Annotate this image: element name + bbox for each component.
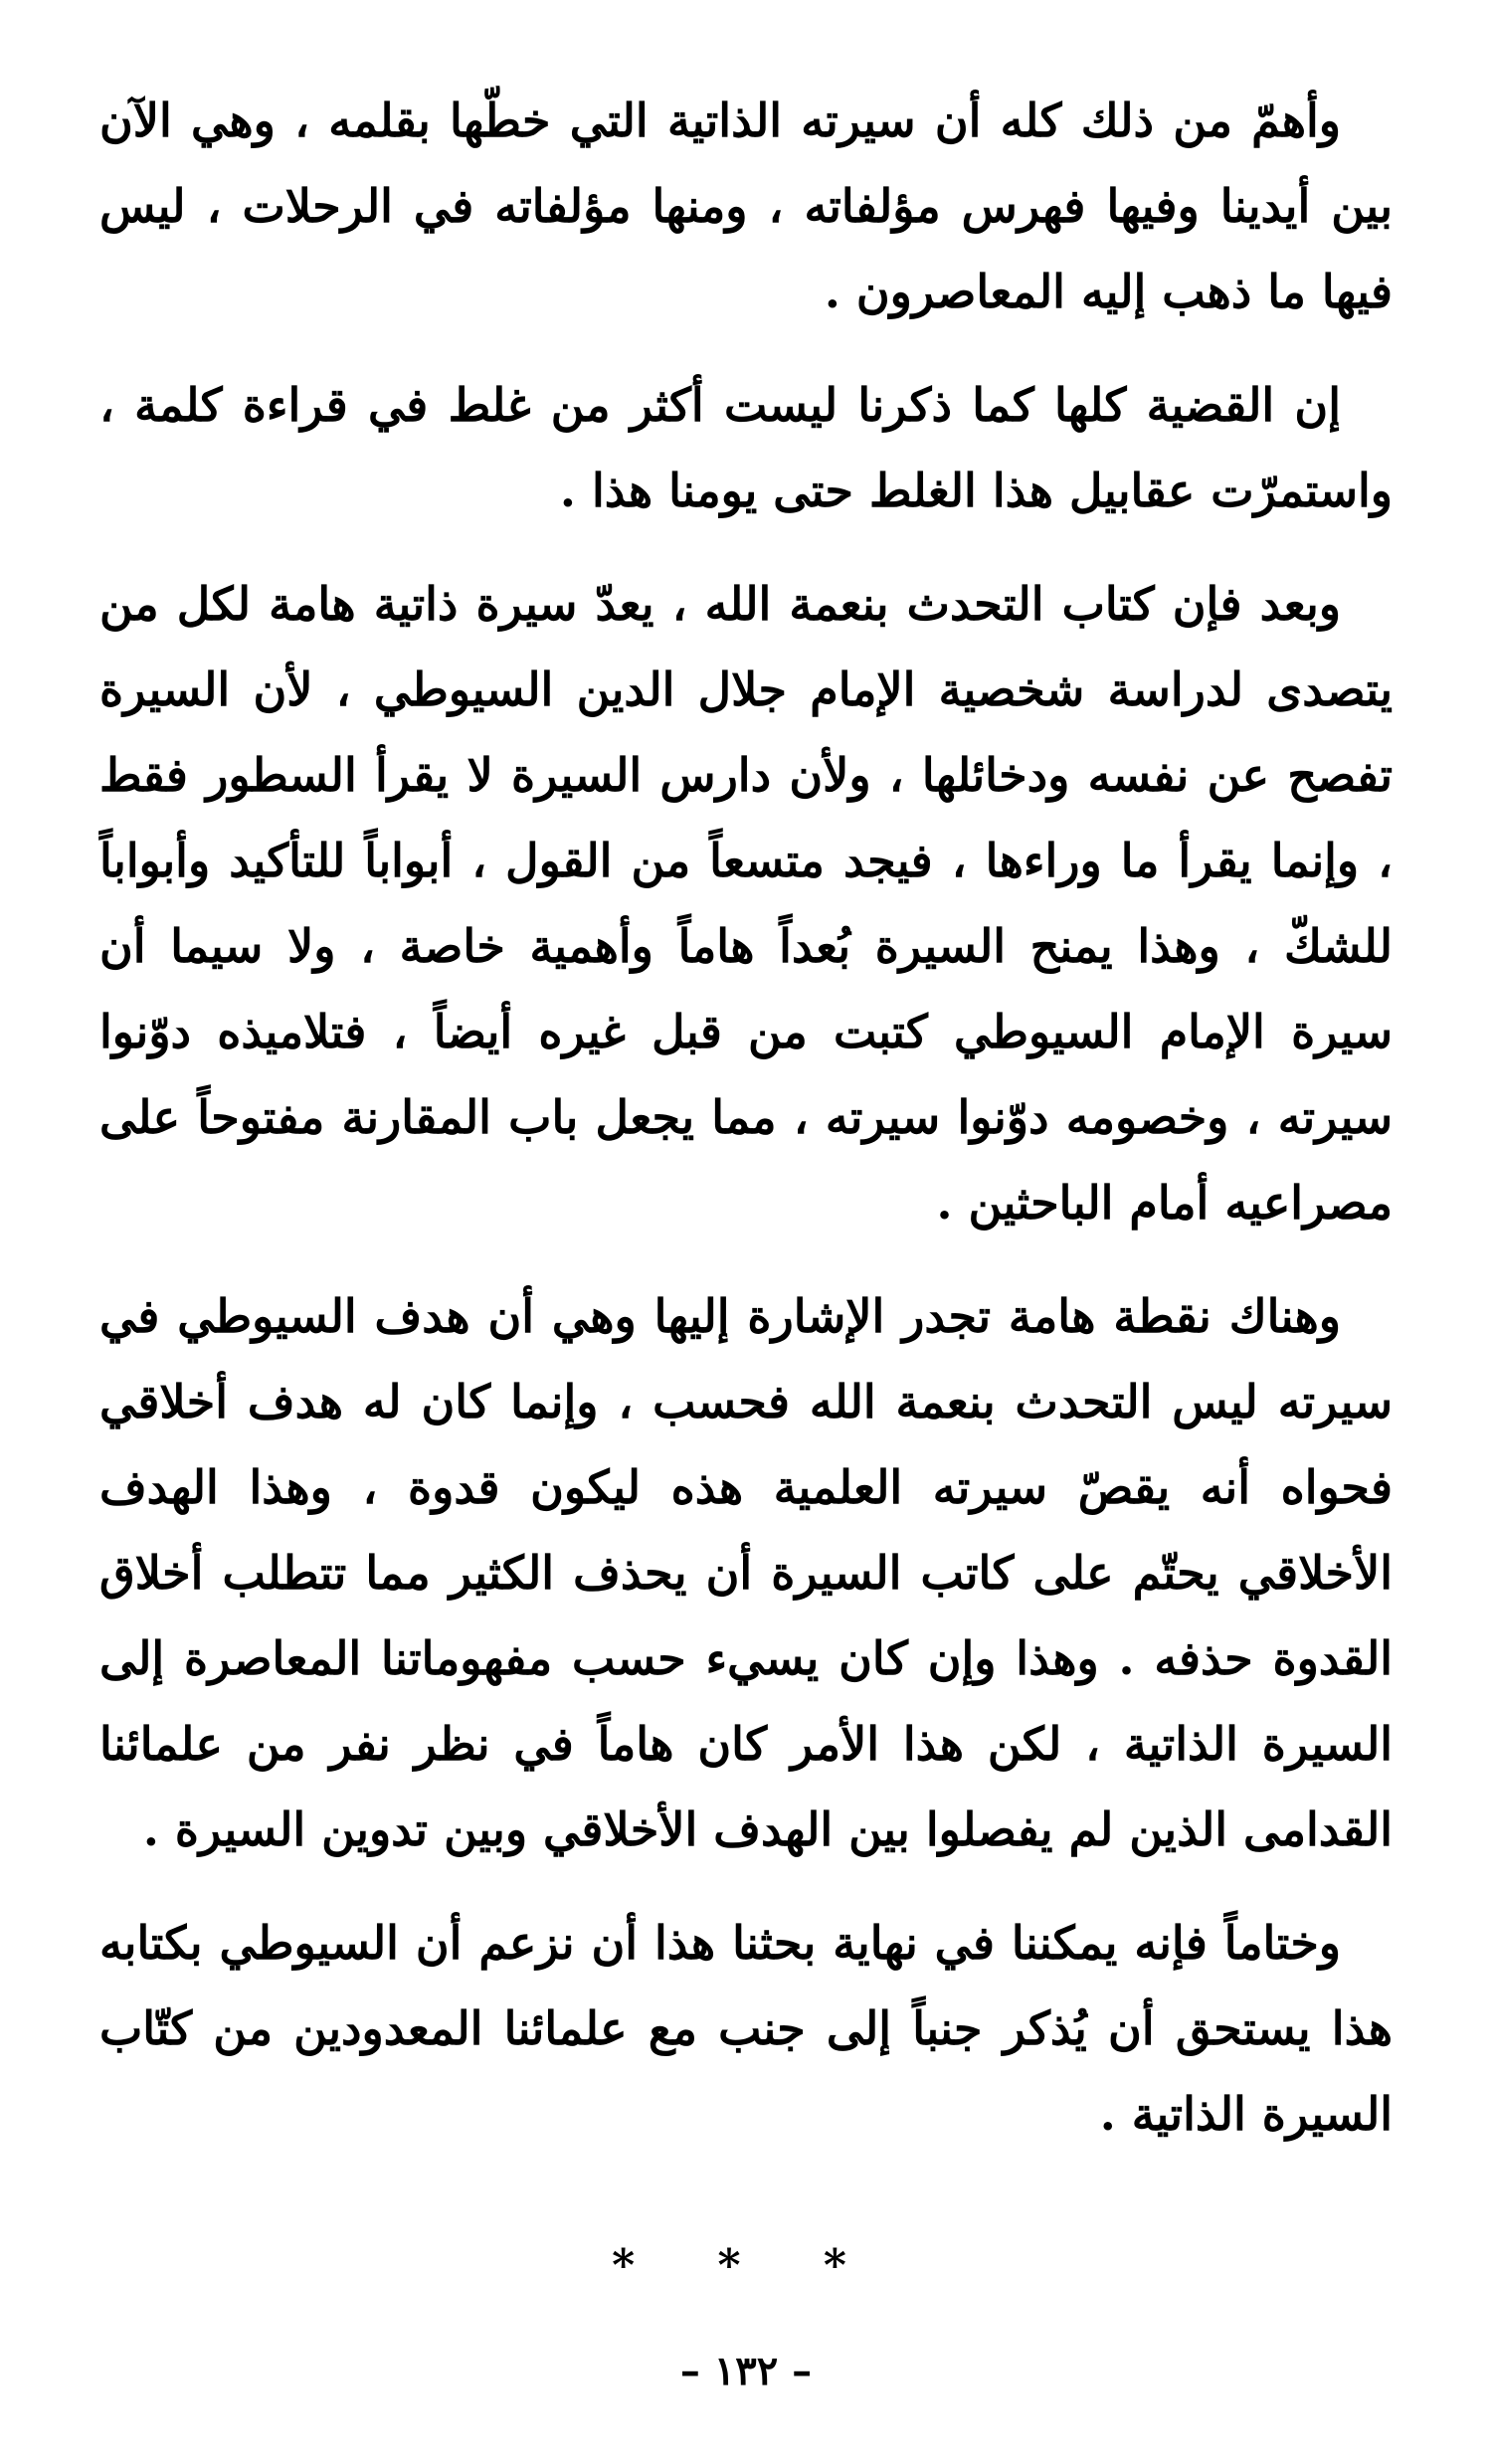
paragraph-5: وختاماً فإنه يمكننا في نهاية بحثنا هذا أن نزعم أن السيوطي بكتابه هذا يستحق أن يُذكر جنباً إلى جنب مع علمائنا المعدودين من كتّاب السيرة الذاتية . <box>99 1916 1393 2141</box>
body-text <box>99 78 1393 2157</box>
paragraph-2: إن القضية كلها كما ذكرنا ليست أكثر من غلط في قراءة كلمة ، واستمرّت عقابيل هذا الغلط حتى يومنا هذا . <box>99 378 1393 517</box>
page-number: – ١٣٢ – <box>679 2348 813 2394</box>
paragraph-3: وبعد فإن كتاب التحدث بنعمة الله ، يعدّ سيرة ذاتية هامة لكل من يتصدى لدراسة شخصية الإمام جلال الدين السيوطي ، لأن السيرة تفصح عن نفسه ودخائلها ، ولأن دارس السيرة لا يقرأ السطور فقط ، وإنما يقرأ ما وراءها ، فيجد متسعاً من القول ، أبواباً للتأكيد وأبواباً للشكّ ، وهذا يمنح السيرة بُعداً هاماً وأهمية خاصة ، ولا سيما أن سيرة الإمام السيوطي كتبت من قبل غيره أيضاً ، فتلاميذه دوّنوا سيرته ، وخصومه دوّنوا سيرته ، مما يجعل باب المقارنة مفتوحاً على مصراعيه أمام الباحثين . <box>99 577 1393 1230</box>
paragraph-1: وأهمّ من ذلك كله أن سيرته الذاتية التي خطّها بقلمه ، وهي الآن بين أيدينا وفيها فهرس مؤلفاته ، ومنها مؤلفاته في الرحلات ، ليس فيها ما ذهب إليه المعاصرون . <box>99 94 1393 318</box>
section-separator: * * * <box>612 2240 880 2291</box>
paragraph-4: وهناك نقطة هامة تجدر الإشارة إليها وهي أن هدف السيوطي في سيرته ليس التحدث بنعمة الله فحسب ، وإنما كان له هدف أخلاقي فحواه أنه يقصّ سيرته العلمية هذه ليكون قدوة ، وهذا الهدف الأخلاقي يحتّم على كاتب السيرة أن يحذف الكثير مما تتطلب أخلاق القدوة حذفه . وهذا وإن كان يسيء حسب مفهوماتنا المعاصرة إلى السيرة الذاتية ، لكن هذا الأمر كان هاماً في نظر نفر من علمائنا القدامى الذين لم يفصلوا بين الهدف الأخلاقي وبين تدوين السيرة . <box>99 1289 1393 1856</box>
